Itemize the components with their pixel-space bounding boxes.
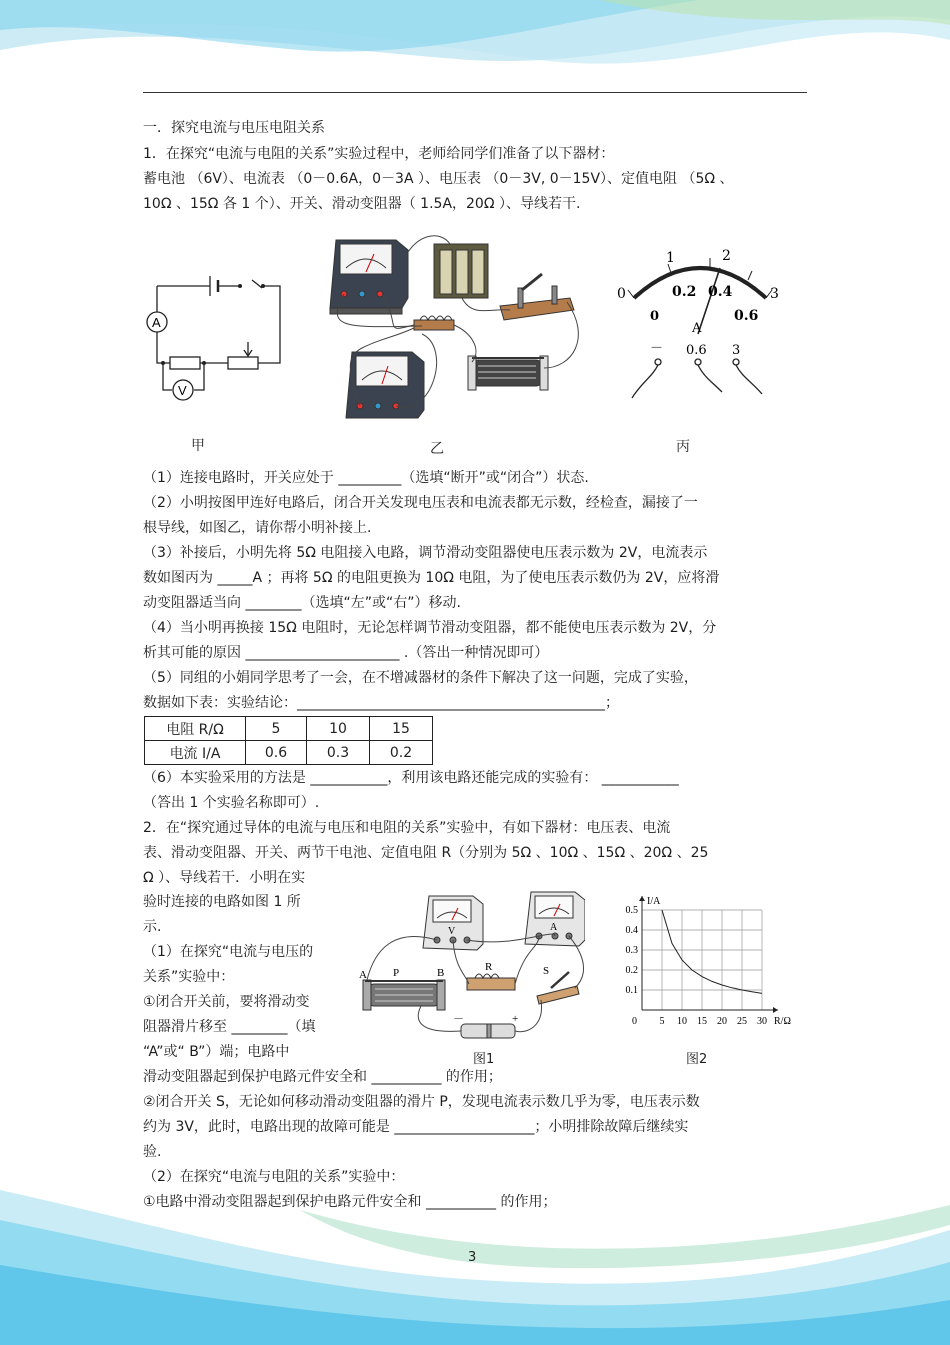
q2-rest-line: 滑动变阻器起到保护电路元件安全和 __________ 的作用； [143, 1069, 502, 1085]
q2-intro-line: 验时连接的电路如图 1 所 [143, 894, 301, 910]
dial-tick-label: 0.4 [708, 284, 733, 300]
q1-part-line: （3）补接后，小明先将 5Ω 电阻接入电路，调节滑动变阻器使电压表示数为 2V，电流表示 [143, 545, 708, 561]
q1-part-line: （5）同组的小娟同学思考了一会，在不增减器材的条件下解决了这一问题，完成了实验， [143, 670, 698, 686]
series-line [662, 910, 762, 993]
table-cell: 0.2 [370, 741, 433, 765]
x-tick-label: 10 [677, 1016, 687, 1027]
x-axis-label: R/Ω [774, 1016, 791, 1027]
dial-tick-label: 0.6 [734, 308, 759, 324]
q2-intro-line: （1）在探究“电流与电压的 [143, 944, 314, 960]
table-cell: 5 [246, 717, 307, 741]
q2-rest-line: ②闭合开关 S，无论如何移动滑动变阻器的滑片 P，发现电流表示数几乎为零，电压表示数 [143, 1094, 700, 1110]
q1-part-line: 动变阻器适当向 ________（选填“左”或“右”）移动. [143, 595, 461, 611]
fig1-label-B: B [437, 967, 445, 979]
fig1-label-P: P [393, 967, 400, 979]
origin-label: 0 [632, 1016, 637, 1027]
q2-rest-line: 验. [143, 1144, 162, 1160]
y-tick-label: 0.4 [625, 925, 638, 936]
q1-part-line: 数据如下表：实验结论：____________________________________________； [143, 695, 619, 711]
q1-part-line: （4）当小明再换接 15Ω 电阻时，无论怎样调节滑动变阻器，都不能使电压表示数为 2V，分 [143, 620, 717, 636]
terminal-label: 0.6 [686, 343, 707, 358]
dial-unit: A [692, 321, 702, 336]
q2-intro-line: ①闭合开关前，要将滑动变 [143, 994, 310, 1010]
figure-label-jia: 甲 [191, 438, 205, 454]
circuit-apparatus-fig1 [355, 888, 585, 1048]
ammeter-dial-bing [612, 242, 782, 402]
q2-intro-line: “A”或“ B”）端；电路中 [143, 1044, 290, 1060]
q1-part6-line: （6）本实验采用的方法是 ___________，利用该电路还能完成的实验有： ___________ [143, 770, 679, 786]
dial-tick-label: 2 [722, 248, 731, 264]
terminal-label: 3 [732, 343, 741, 358]
q2-intro-line: 2．在“探究通过导体的电流与电压和电阻的关系”实验中，有如下器材：电压表、电流 [143, 820, 671, 836]
graph-ticks [626, 896, 791, 1027]
dial-tick-label: 0 [650, 309, 660, 324]
graph-series [662, 910, 762, 993]
table-cell: 0.6 [246, 741, 307, 765]
table-cell: 电流 I/A [145, 741, 246, 765]
q2-rest-line: （2）在探究“电流与电阻的关系”实验中： [143, 1169, 405, 1185]
q1-intro-line: 10Ω 、15Ω 各 1 个）、开关、滑动变阻器（ 1.5A，20Ω ）、导线若干. [143, 196, 581, 212]
q1-part6-line: （答出 1 个实验名称即可）. [143, 795, 320, 811]
q1-part-line: 根导线，如图乙，请你帮小明补接上. [143, 520, 372, 536]
q2-rest-line: 约为 3V，此时，电路出现的故障可能是 ____________________；小明排除故障后继续实 [143, 1119, 689, 1135]
q1-part-line: 析其可能的原因 ______________________ .（答出一种情况即可） [143, 645, 549, 661]
fig1-label-R: R [485, 961, 493, 973]
table-cell: 10 [307, 717, 370, 741]
q1-part-line: 数如图丙为 _____A ；再将 5Ω 的电阻更换为 10Ω 电阻，为了使电压表示数仍为 2V，应将滑 [143, 570, 720, 586]
fig1-label-V: V [448, 926, 456, 937]
q1-intro-line: 蓄电池 （6V）、电流表 （0－0.6A，0－3A ）、电压表 （0－3V, 0－15V）、定值电阻 （5Ω 、 [143, 171, 734, 187]
y-tick-label: 0.5 [625, 905, 638, 916]
fig1-label-minus: － [453, 1013, 464, 1025]
svg-text:V: V [178, 383, 187, 398]
y-axis-arrow [639, 896, 645, 901]
figure2-caption: 图2 [686, 1052, 708, 1067]
table-cell: 电阻 R/Ω [145, 717, 246, 741]
x-tick-label: 15 [697, 1016, 707, 1027]
dial-tick-label: 3 [770, 286, 779, 302]
q2-intro-line: 表、滑动变阻器、开关、两节干电池、定值电阻 R（分别为 5Ω 、10Ω 、15Ω 、20Ω 、25 [143, 845, 709, 861]
q1-intro-line: 1．在探究“电流与电阻的关系”实验过程中，老师给同学们准备了以下器材： [143, 146, 615, 162]
terminal-label: － [650, 341, 664, 356]
current-resistance-graph [614, 888, 800, 1036]
q1-part-line: （2）小明按图甲连好电路后，闭合开关发现电压表和电流表都无示数，经检查，漏接了一 [143, 495, 698, 511]
y-tick-label: 0.3 [625, 945, 638, 956]
figure-label-bing: 丙 [676, 439, 690, 455]
fig1-label-A: A [359, 969, 367, 981]
q2-intro-line: 关系”实验中： [143, 969, 235, 985]
y-tick-label: 0.2 [625, 965, 638, 976]
y-axis-label: I/A [647, 896, 661, 907]
svg-text:A: A [152, 315, 161, 330]
q2-intro-line: 示. [143, 919, 162, 935]
fig1-label-plus: + [512, 1013, 519, 1025]
figure-label-yi: 乙 [430, 441, 444, 457]
q2-rest-line: ①电路中滑动变阻器起到保护电路元件安全和 __________ 的作用； [143, 1194, 557, 1210]
header-rule [143, 92, 807, 93]
table-row [145, 717, 433, 741]
graph-grid [642, 910, 762, 1010]
dial-tick-label: 0 [617, 286, 626, 302]
table-row [145, 741, 433, 765]
graph-axes [639, 896, 778, 1013]
fig1-label-ammeter: A [550, 922, 558, 933]
dial-tick-label: 0.2 [672, 284, 697, 300]
x-tick-label: 20 [717, 1016, 727, 1027]
page-number: 3 [468, 1250, 477, 1265]
table-cell: 0.3 [307, 741, 370, 765]
x-tick-label: 30 [757, 1016, 767, 1027]
section-title: 一．探究电流与电压电阻关系 [143, 120, 325, 136]
y-tick-label: 0.1 [625, 985, 638, 996]
x-tick-label: 5 [659, 1016, 665, 1027]
results-table [144, 716, 433, 765]
apparatus-diagram-yi [322, 228, 587, 428]
table-cell: 15 [370, 717, 433, 741]
figure1-caption: 图1 [473, 1052, 495, 1067]
q1-part-line: （1）连接电路时，开关应处于 _________（选填“断开”或“闭合”）状态. [143, 470, 589, 486]
dial-tick-label: 1 [666, 250, 675, 266]
q2-intro-line: 阻器滑片移至 ________（填 [143, 1019, 316, 1035]
x-axis-arrow [773, 1007, 778, 1013]
fig1-label-S: S [543, 965, 550, 977]
q2-intro-line: Ω ）、导线若干．小明在实 [143, 870, 306, 886]
x-tick-label: 25 [737, 1016, 747, 1027]
circuit-diagram-jia [140, 268, 290, 408]
